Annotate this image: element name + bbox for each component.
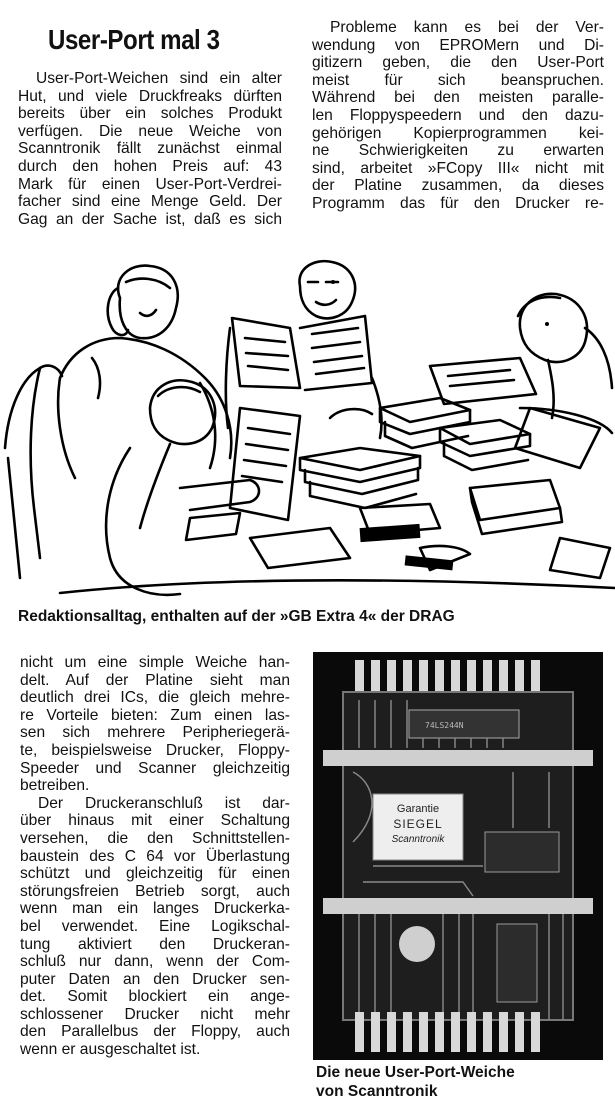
text-line: verfügen. Die neue Weiche von <box>18 122 282 140</box>
photo-caption <box>316 1063 515 1101</box>
text-line: wendung von EPROMern und Di- <box>312 36 604 54</box>
text-line: sen sich mehrere Peripheriegerä- <box>20 724 290 742</box>
text-line: len Floppyspeedern und den dazu- <box>312 106 604 124</box>
text-line: durch den hohen Preis auf: 43 <box>18 157 282 175</box>
illustration-caption: Redaktionsalltag, enthalten auf der »GB Extra 4« der DRAG <box>18 608 455 625</box>
editorial-cartoon-illustration <box>0 258 615 603</box>
text-line: facher sind eine Menge Geld. Der <box>18 193 282 211</box>
photo-caption-line-2: von Scanntronik <box>316 1083 438 1100</box>
text-line: schlossener Drucker nicht mehr <box>20 1005 290 1023</box>
column-3-text <box>20 654 290 1059</box>
circuit-board-photo <box>313 652 603 1060</box>
guarantee-seal-label <box>373 802 463 847</box>
text-line: gitizern geben, die den User-Port <box>312 54 604 72</box>
text-line: nicht um eine simple Weiche han- <box>20 654 290 671</box>
article-title: User-Port mal 3 <box>48 24 220 55</box>
text-line: schützt und gleichzeitig für einen <box>20 865 290 883</box>
text-line: bel verwendet. Eine Logikschal- <box>20 917 290 935</box>
text-line: Mark für einen User-Port-Verdrei- <box>18 175 282 193</box>
text-line: den Parallelbus der Floppy, auch <box>20 1023 290 1041</box>
text-line: über hinaus mit einer Schaltung <box>20 812 290 830</box>
text-line: gehörigen Kopierprogrammen kei- <box>312 124 604 142</box>
text-line: Während bei den meisten paralle- <box>312 89 604 107</box>
text-line: Programm das für den Drucker re- <box>312 194 604 212</box>
text-line: schluß nur dann, wenn der Com- <box>20 953 290 971</box>
text-line: betreiben. <box>20 777 90 795</box>
column-2-text <box>312 19 604 213</box>
text-line: re Vorteile bieten: Zum einen las- <box>20 706 290 724</box>
text-line: Speeder und Scanner gleichzeitig <box>20 759 290 777</box>
text-line: wenn man ein langes Druckerka- <box>20 900 290 918</box>
text-line: tung aktiviert den Druckeran- <box>20 935 290 953</box>
text-line: sind, arbeitet »FCopy III« nicht mit <box>312 159 604 177</box>
svg-text:74LS244N: 74LS244N <box>425 721 464 730</box>
text-line: meist für sich beanspruchen. <box>312 71 604 89</box>
text-line: Probleme kann es bei der Ver- <box>330 19 604 36</box>
text-line: bereits über ein solches Produkt <box>18 105 282 123</box>
text-line: Der Druckeranschluß ist dar- <box>38 794 290 812</box>
seal-line-3: Scanntronik <box>391 834 445 845</box>
text-line: te, beispielsweise Drucker, Floppy- <box>20 741 290 759</box>
seal-line-2: SIEGEL <box>393 817 443 831</box>
text-line: versehen, die den Schnittstellen- <box>20 829 290 847</box>
text-line: Scanntronik fällt zunächst einmal <box>18 140 282 158</box>
text-line: det. Somit blockiert ein ange- <box>20 988 290 1006</box>
column-1-text <box>18 70 282 228</box>
text-line: puter Daten an den Drucker sen- <box>20 970 290 988</box>
text-line: der Platine zusammen, da dieses <box>312 177 604 195</box>
text-line: deutlich drei ICs, die gleich mehre- <box>20 689 290 707</box>
text-line: User-Port-Weichen sind ein alter <box>36 70 282 87</box>
text-line: störungsfreien Betrieb sorgt, auch <box>20 882 290 900</box>
text-line: Gag an der Sache ist, daß es sich <box>18 210 282 228</box>
text-line: delt. Auf der Platine sieht man <box>20 671 290 689</box>
text-line: Hut, und viele Druckfreaks dürften <box>18 87 282 105</box>
photo-caption-line-1: Die neue User-Port-Weiche <box>316 1064 515 1081</box>
text-line: baustein des C 64 vor Überlastung <box>20 847 290 865</box>
text-line: wenn er ausgeschaltet ist. <box>20 1041 201 1059</box>
seal-line-1: Garantie <box>396 803 440 815</box>
text-line: ne Schwierigkeiten zu erwarten <box>312 142 604 160</box>
